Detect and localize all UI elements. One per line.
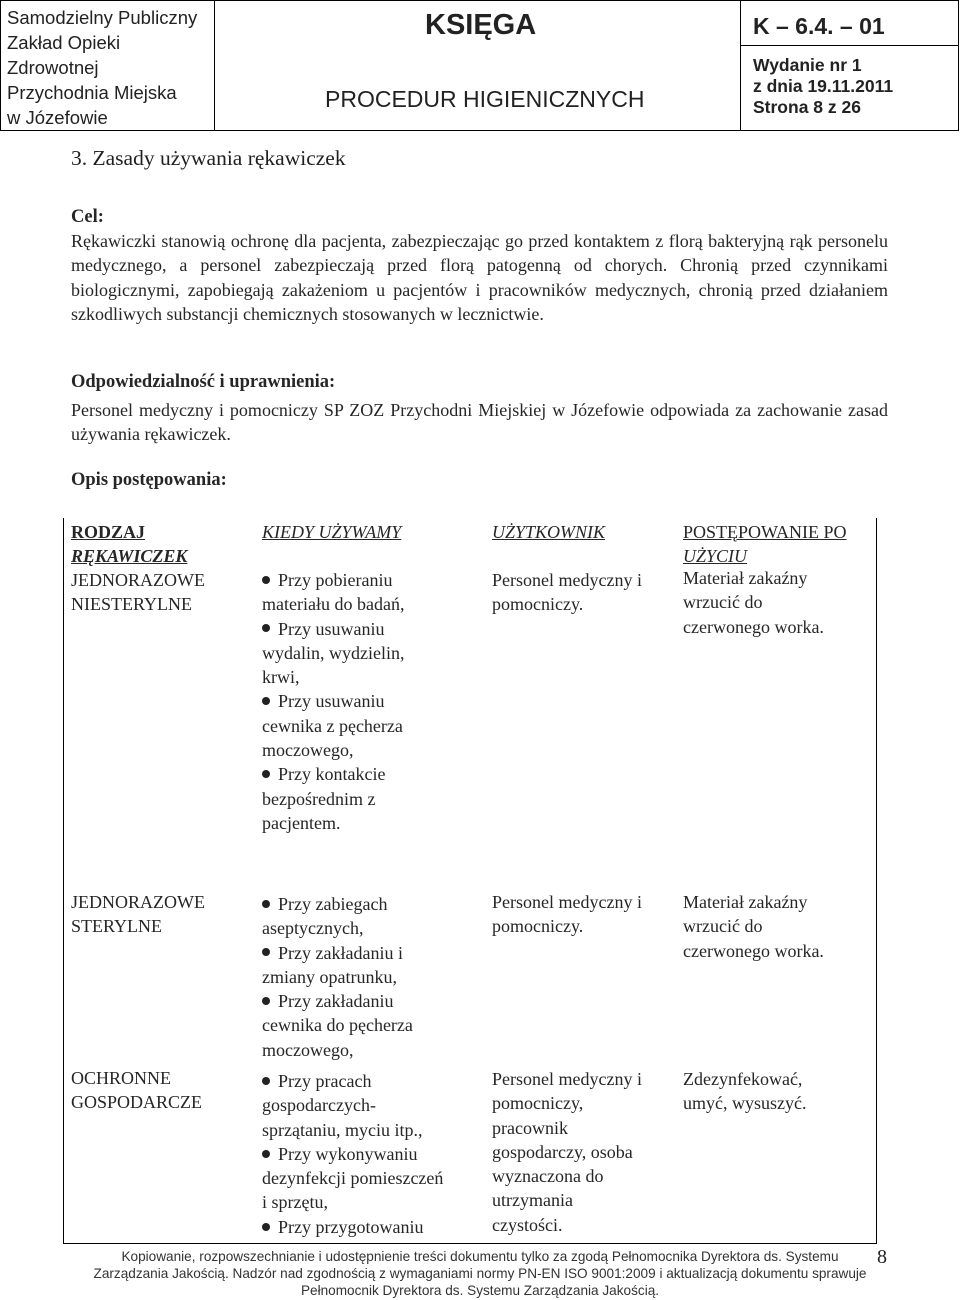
edition-date: z dnia 19.11.2011 (753, 76, 894, 96)
table-row-2-usage-list (262, 892, 487, 1062)
list-item: Przy przygotowaniu (262, 1215, 487, 1239)
edition-number: Wydanie nr 1 (753, 55, 862, 75)
document-code: K – 6.4. – 01 (753, 13, 885, 39)
list-item: Przy zakładaniu cewnika do pęcherza moczowego, (262, 991, 413, 1060)
document-title-cell (215, 1, 741, 131)
table-row-3-type: OCHRONNE GOSPODARCZE (71, 1068, 203, 1113)
list-item: Przy zabiegach aseptycznych, (262, 894, 388, 939)
edition-cell (741, 46, 959, 131)
document-code-cell (741, 1, 959, 46)
table-row-2-after-use: Materiał zakaźny wrzucić do czerwonego worka. (683, 892, 824, 961)
list-item: Przy pobieraniu materiału do badań, (262, 570, 405, 615)
bullet-icon (262, 576, 270, 584)
document-footer: Kopiowanie, rozpowszechnianie i udostępnienie treści dokumentu tylko za zgodą Pełnomocnika Dyrektora ds. Systemu Zarządzania Jakością. Nadzór nad zgodnością z wymaganiami normy PN-EN ISO 9001:2009 i aktualizacją dokumentu sprawuje Pełnomocnik Dyrektora ds. Systemu Zarządzania Jakością. (93, 1249, 867, 1298)
table-row-3-after-use: Zdezynfekować, umyć, wysuszyć. (683, 1069, 807, 1114)
book-subtitle: PROCEDUR HIGIENICZNYCH (325, 86, 645, 112)
table-row-3-usage-list (262, 1069, 487, 1239)
list-item: Przy usuwaniu wydalin, wydzielin, krwi, (262, 618, 405, 688)
responsibility-text: Personel medyczny i pomocniczy SP ZOZ Przychodni Miejskiej w Józefowie odpowiada za zachowanie zasad używania rękawiczek. (71, 400, 888, 445)
edition-info (741, 46, 958, 118)
list-item: Przy usuwaniu cewnika z pęcherza moczowego, (262, 691, 403, 761)
bullet-icon (262, 900, 270, 908)
table-row-2-user: Personel medyczny i pomocniczy. (492, 892, 642, 937)
table-row-1-after-use: Materiał zakaźny wrzucić do czerwonego worka. (683, 568, 824, 637)
table-row-1-type: JEDNORAZOWE NIESTERYLNE (71, 570, 205, 615)
header-user: UŻYTKOWNIK (492, 522, 606, 542)
bullet-icon (262, 948, 270, 956)
organization-cell (1, 1, 215, 131)
procedure-label: Opis postępowania: (71, 470, 227, 490)
table-row-1-usage-list (262, 568, 487, 835)
table-row-1-user: Personel medyczny i pomocniczy. (492, 570, 642, 615)
list-item: Przy wykonywaniu dezynfekcji pomieszczeń i sprzętu, (262, 1143, 444, 1213)
list-item: Przy pracach gospodarczych- sprzątaniu, myciu itp., (262, 1071, 423, 1140)
header-after-use: POSTĘPOWANIE PO UŻYCIU (683, 522, 847, 567)
gloves-procedure-table (63, 518, 877, 1244)
list-item: Przy kontakcie bezpośrednim z pacjentem. (262, 764, 386, 833)
responsibility-label: Odpowiedzialność i uprawnienia: (71, 372, 336, 392)
bullet-icon (262, 1223, 270, 1231)
bullet-icon (262, 997, 270, 1005)
bullet-icon (262, 624, 270, 632)
organization-name: Samodzielny Publiczny Zakład Opieki Zdrowotnej Przychodnia Miejska w Józefowie (7, 7, 198, 128)
bullet-icon (262, 770, 270, 778)
list-item: Przy zakładaniu i zmiany opatrunku, (262, 942, 403, 987)
header-glove-type: RODZAJ RĘKAWICZEK (71, 522, 188, 567)
goal-text: Rękawiczki stanowią ochronę dla pacjenta, zabezpieczając go przed kontaktem z florą bakteryjną rąk personelu medycznego, a personel zabezpieczają przed florą patogenną od chorych. Chronią przed czynnikami biologicznymi, zapobiegają zakażeniom u pacjentów i pracowników medycznych, chronią przed działaniem szkodliwych substancji chemicznych stosowanych w lecznictwie. (71, 231, 888, 324)
header-when-used: KIEDY UŻYWAMY (262, 522, 402, 542)
bullet-icon (262, 1150, 270, 1158)
table-row-3-user: Personel medyczny i pomocniczy, pracownik gospodarczy, osoba wyznaczona do utrzymania czystości. (492, 1069, 642, 1235)
document-header (0, 0, 959, 131)
goal-label: Cel: (71, 207, 104, 227)
book-title: KSIĘGA (425, 9, 537, 41)
section-title: 3. Zasady używania rękawiczek (71, 146, 346, 170)
table-row-2-type: JEDNORAZOWE STERYLNE (71, 892, 205, 937)
page-counter: Strona 8 z 26 (753, 97, 861, 117)
bullet-icon (262, 697, 270, 705)
page-number: 8 (877, 1246, 887, 1268)
bullet-icon (262, 1077, 270, 1085)
